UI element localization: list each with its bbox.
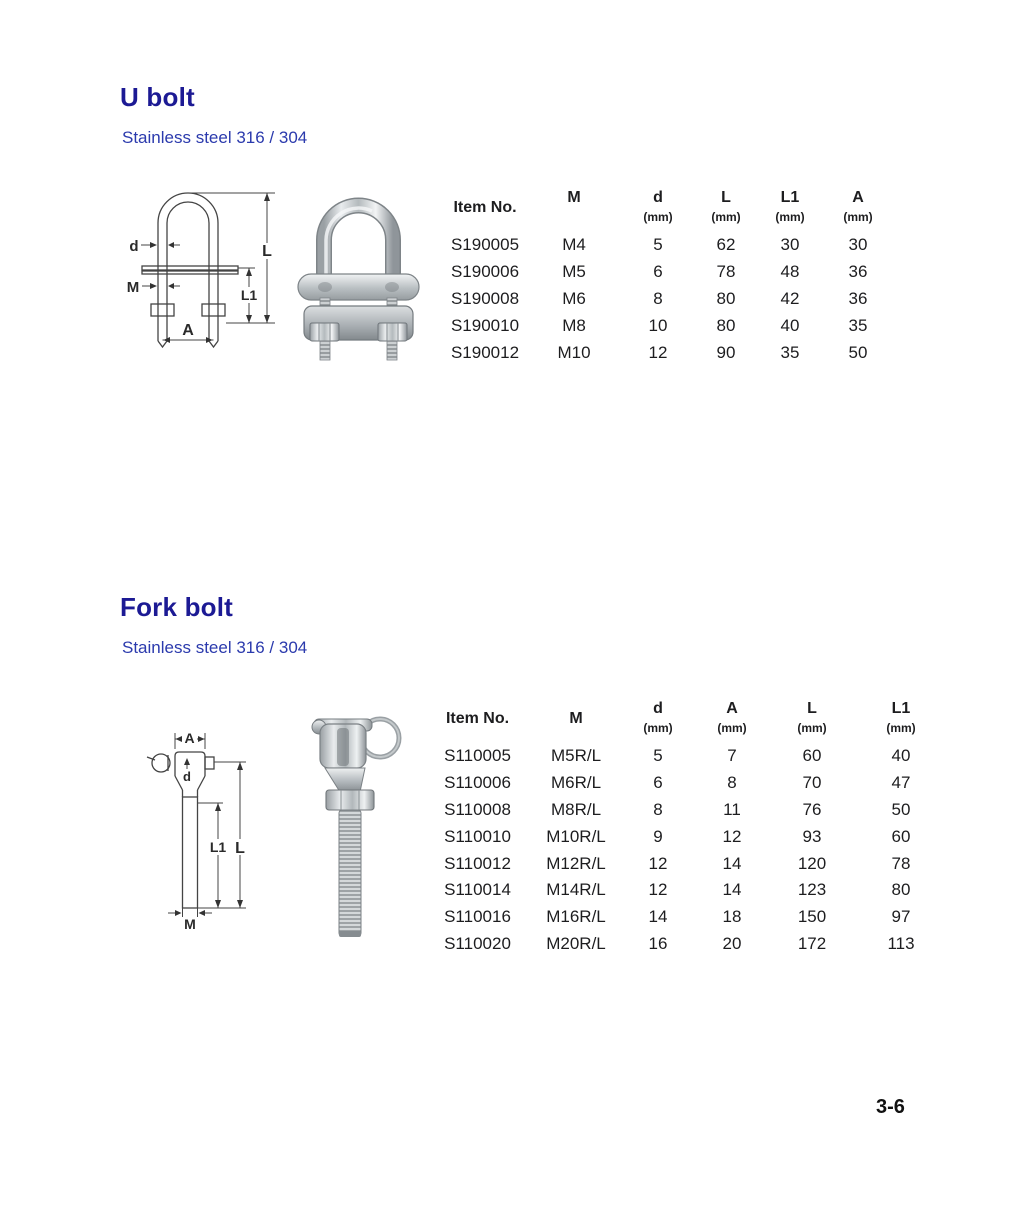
table-cell: M10R/L	[546, 826, 606, 846]
table-cell: S190010	[450, 315, 520, 335]
table-cell: M5R/L	[550, 746, 602, 766]
dim-label-d: d	[183, 769, 191, 784]
table-cell: M8	[562, 315, 586, 335]
table-row	[430, 904, 953, 931]
table-cell: 78	[891, 853, 911, 873]
table-cell: 14	[722, 880, 742, 900]
table-row	[435, 339, 885, 366]
table-cell: S110006	[444, 773, 511, 793]
table-cell: 8	[653, 799, 663, 819]
u-bolt-material-subtitle: Stainless steel 316 / 304	[122, 128, 308, 147]
table-cell: 8	[653, 288, 663, 308]
column-header: M	[569, 710, 583, 727]
table-cell: 113	[887, 933, 915, 953]
column-header: Item No.	[445, 710, 510, 727]
u-bolt-section-title: U bolt	[120, 82, 195, 112]
column-header: A (mm)	[843, 189, 873, 224]
table-row	[435, 232, 885, 259]
fork-bolt-technical-drawing	[130, 703, 255, 948]
table-cell: 60	[802, 746, 822, 766]
table-cell: S190012	[450, 342, 520, 362]
dim-label-d: d	[129, 238, 139, 255]
table-cell: 80	[891, 880, 911, 900]
fork-bolt-table	[430, 695, 953, 957]
table-cell: 40	[780, 315, 800, 335]
table-cell: M14R/L	[546, 880, 606, 900]
table-cell: 76	[802, 799, 822, 819]
table-cell: 47	[891, 773, 911, 793]
table-cell: 70	[802, 773, 822, 793]
u-bolt-technical-drawing	[118, 183, 283, 355]
table-cell: 36	[848, 262, 868, 282]
table-row	[430, 823, 953, 850]
table-cell: 42	[780, 288, 800, 308]
table-cell: 60	[891, 826, 911, 846]
table-cell: M4	[562, 235, 586, 255]
table-cell: 35	[848, 315, 868, 335]
table-cell: M8R/L	[550, 799, 602, 819]
table-cell: 30	[780, 235, 800, 255]
table-cell: 9	[653, 826, 663, 846]
fork-bolt-section-title: Fork bolt	[120, 592, 234, 622]
fork-bolt-product-photo	[310, 706, 405, 946]
table-cell: 150	[797, 907, 827, 927]
dim-label-M: M	[184, 916, 196, 932]
table-cell: 20	[722, 933, 742, 953]
table-cell: 35	[780, 342, 800, 362]
table-cell: M5	[562, 262, 586, 282]
table-row	[435, 259, 885, 286]
table-cell: M10	[557, 342, 591, 362]
table-cell: 50	[848, 342, 868, 362]
table-cell: 172	[797, 933, 827, 953]
fork-bolt-material-subtitle: Stainless steel 316 / 304	[122, 638, 308, 657]
column-header: L (mm)	[797, 700, 827, 735]
column-header: M	[567, 189, 581, 206]
dim-label-L1: L1	[240, 287, 258, 303]
column-header: d (mm)	[643, 700, 673, 735]
table-row	[430, 850, 953, 877]
dim-label-A: A	[182, 322, 194, 339]
table-cell: 6	[653, 773, 663, 793]
table-row	[435, 312, 885, 339]
table-cell: 30	[848, 235, 868, 255]
dim-label-L: L	[235, 840, 245, 857]
column-header: Item No.	[453, 199, 517, 216]
table-cell: 14	[722, 853, 742, 873]
table-cell: 40	[891, 746, 911, 766]
table-cell: S190005	[450, 235, 520, 255]
table-cell: 78	[716, 262, 736, 282]
table-cell: M6	[562, 288, 586, 308]
table-row	[430, 931, 953, 958]
table-cell: S110010	[444, 826, 511, 846]
table-cell: S110014	[444, 880, 511, 900]
table-cell: 5	[653, 746, 663, 766]
table-cell: S110008	[444, 799, 511, 819]
page-number: 3-6	[876, 1096, 905, 1118]
column-header: L1 (mm)	[775, 189, 805, 224]
column-header: L (mm)	[711, 189, 741, 224]
table-row	[435, 286, 885, 313]
table-cell: 7	[727, 746, 737, 766]
table-cell: 10	[648, 315, 668, 335]
table-cell: 48	[780, 262, 800, 282]
table-cell: 50	[891, 799, 911, 819]
table-cell: 14	[648, 907, 668, 927]
table-cell: S190008	[450, 288, 520, 308]
table-cell: 90	[716, 342, 736, 362]
table-cell: 80	[716, 288, 736, 308]
u-bolt-table	[435, 184, 885, 366]
dim-label-L: L	[262, 243, 272, 260]
table-cell: 62	[716, 235, 736, 255]
table-cell: 97	[891, 907, 911, 927]
table-cell: 8	[727, 773, 737, 793]
table-cell: 12	[648, 853, 668, 873]
table-cell: 6	[653, 262, 663, 282]
table-cell: M16R/L	[546, 907, 606, 927]
table-row	[430, 770, 953, 797]
table-cell: M20R/L	[546, 933, 606, 953]
table-cell: S110005	[444, 746, 511, 766]
table-cell: 12	[648, 880, 668, 900]
table-cell: 5	[653, 235, 663, 255]
table-row	[430, 877, 953, 904]
dim-label-M: M	[126, 279, 140, 296]
table-cell: M6R/L	[550, 773, 602, 793]
table-header-row	[435, 184, 885, 232]
table-cell: 12	[648, 342, 668, 362]
table-row	[430, 797, 953, 824]
column-header: L1 (mm)	[886, 700, 916, 735]
u-bolt-product-photo	[296, 188, 421, 363]
column-header: d (mm)	[643, 189, 673, 224]
table-cell: 36	[848, 288, 868, 308]
table-cell: 93	[802, 826, 822, 846]
table-cell: S110020	[444, 933, 511, 953]
dim-label-L1: L1	[209, 839, 227, 855]
table-cell: S110012	[444, 853, 511, 873]
table-cell: S190006	[450, 262, 520, 282]
table-cell: 12	[722, 826, 742, 846]
dim-label-A: A	[184, 730, 195, 746]
table-cell: 16	[648, 933, 668, 953]
table-cell: 80	[716, 315, 736, 335]
column-header: A (mm)	[717, 700, 747, 735]
table-cell: S110016	[444, 907, 511, 927]
table-cell: M12R/L	[546, 853, 606, 873]
table-cell: 11	[723, 799, 741, 819]
table-cell: 120	[797, 853, 827, 873]
table-cell: 18	[722, 907, 742, 927]
table-row	[430, 743, 953, 770]
table-cell: 123	[797, 880, 827, 900]
table-header-row	[430, 695, 953, 743]
